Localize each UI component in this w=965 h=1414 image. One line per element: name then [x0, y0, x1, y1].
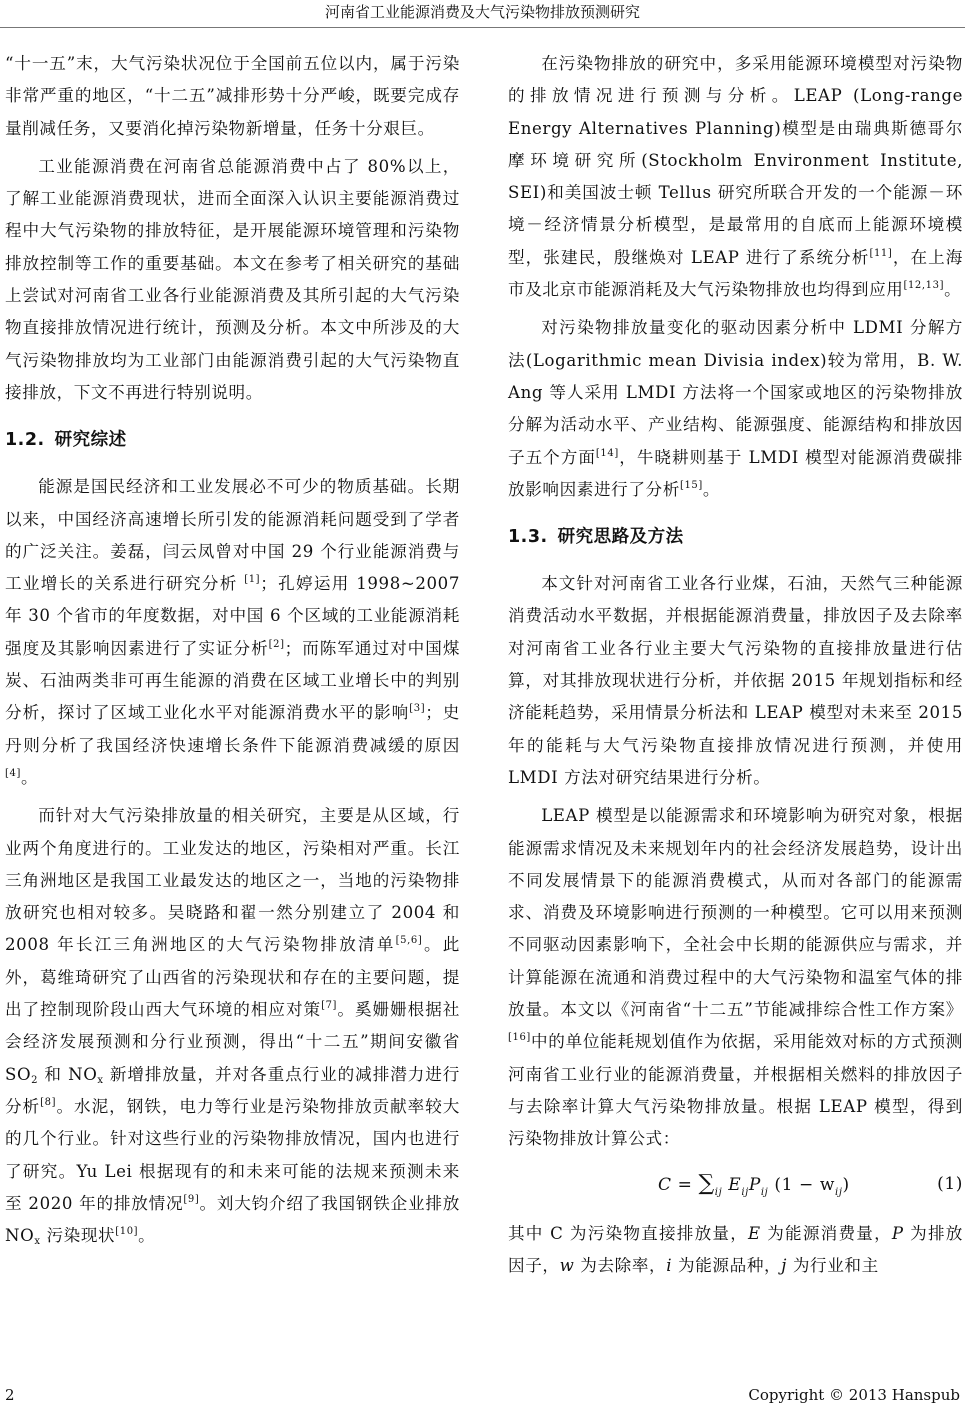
text-run: 其中 C 为污染物直接排放量， — [508, 1223, 749, 1243]
paragraph — [508, 800, 963, 1155]
citation[interactable]: [1] — [244, 574, 261, 586]
summation-symbol: ∑ — [698, 1170, 715, 1196]
citation[interactable]: [16] — [508, 1032, 531, 1044]
text-run: 。 — [138, 1226, 156, 1246]
eq-symbol: P — [748, 1174, 761, 1195]
paragraph: 本文针对河南省工业各行业煤，石油，天然气三种能源消费活动水平数据，并根据能源消费量，排放因子及去除率对河南省工业各行业主要大气污染物的直接排放量进行估算，对其排放现状进行分析，并依据 2015 年规划指标和经济能耗趋势，采用情景分析法和 LEAP 模型对未来至 2015 年的能耗与大气污染物直接排放情况进行预测，并使用 LMDI 方法对研究结果进行分析。 — [508, 574, 963, 787]
citation[interactable]: [10] — [115, 1226, 139, 1238]
text-run: 能源是国民经济和工业发展必不可少的物质基础。长期以来，中国经济高速增长所引发的能源消耗问题受到了学者的广泛关注。姜磊，闫云凤曾对中国 29 个行业能源消费与工业增长的关系进行研究分析 — [5, 477, 460, 594]
math-var: i — [666, 1255, 673, 1275]
citation[interactable]: [7] — [321, 1000, 338, 1012]
eq-paren-term: (1 − w — [774, 1174, 836, 1195]
eq-subscript: ij — [760, 1186, 769, 1198]
text-run: 为行业和主 — [786, 1255, 879, 1275]
journal-title: 河南省工业能源消费及大气污染物排放预测研究 — [324, 3, 640, 21]
paragraph: 工业能源消费在河南省总能源消费中占了 80%以上，了解工业能源消费现状，进而全面深入认识主要能源消费过程中大气污染物的排放特征，是开展能源环境管理和污染物排放控制等工作的重要基础。本文在参考了相关研究的基础上尝试对河南省工业各行业能源消费及其所引起的大气污染物直接排放情况进行统计，预测及分析。本文中所涉及的大气污染物排放均为工业部门由能源消费引起的大气污染物直接排放，下文不再进行特别说明。 — [5, 156, 460, 402]
text-run: ，在上海市及北京市能源消耗及大气污染物排放也均得到应用 — [508, 247, 963, 300]
page-number: 2 — [5, 1386, 15, 1404]
citation[interactable]: [8] — [40, 1096, 57, 1108]
text-run: 为能源品种， — [672, 1255, 782, 1275]
text-run: ；史丹则分析了我国经济快速增长条件下能源消费减缓的原因 — [5, 703, 460, 755]
math-var: P — [891, 1223, 904, 1243]
text-run: ；孔婷运用 1998~2007 年 30 个省市的年度数据，对中国 6 个区域的工业能源消耗强度及其影响因素进行了实证分析 — [5, 574, 460, 658]
text-run: 对污染物排放量变化的驱动因素分析中 LDMI 分解方法(Logarithmic mean Divisia index)较为常用，B. W. Ang 等人采用 LMDI 方法将一个国家或地区的污染物排放分解为活动水平、产业结构、能源强度、能源结构和排放因子五个方面 — [508, 318, 963, 467]
text-run: 。 — [702, 479, 721, 499]
paragraph — [5, 800, 460, 1252]
eq-symbol: E — [728, 1174, 742, 1195]
text-run: 。此外，葛维琦研究了山西省的污染现状和存在的主要问题，提出了控制现阶段山西大气环境的相应对策 — [5, 935, 460, 1020]
citation[interactable]: [12,13] — [903, 280, 945, 292]
text-run: 为去除率， — [574, 1255, 667, 1275]
equation-formula — [658, 1168, 850, 1209]
text-run: ；而陈军通过对中国煤炭、石油两类非可再生能源的消费在区域工业增长中的判别分析，探讨了区域工业化水平对能源消费水平的影响 — [5, 638, 461, 723]
paragraph: “十一五”末，大气污染状况位于全国前五位以内，属于污染非常严重的地区，“十二五”减排形势十分严峻，既要完成存量削减任务，又要消化掉污染物新增量，任务十分艰巨。 — [5, 54, 460, 138]
citation[interactable]: [11] — [869, 247, 893, 259]
section-number: 1.2. — [5, 430, 45, 451]
citation[interactable]: [3] — [409, 703, 426, 715]
math-var: j — [781, 1255, 787, 1275]
text-run: 新增排放量，并对各重点行业的减排潜力进行分析 — [5, 1064, 460, 1116]
right-column — [508, 48, 963, 1282]
section-heading-1-2 — [5, 425, 460, 455]
citation[interactable]: [9] — [183, 1193, 200, 1205]
section-title: 研究思路及方法 — [557, 527, 684, 548]
citation[interactable]: [14] — [595, 447, 619, 459]
header-rule — [0, 27, 965, 28]
eq-symbol: C — [658, 1174, 672, 1195]
text-run: 而针对大气污染排放量的相关研究，主要是从区域，行业两个角度进行的。工业发达的地区，污染相对严重。长江三角洲地区是我国工业最发达的地区之一，当地的污染物排放研究也相对较多。吴晓路和翟一然分别建立了 2004 和 2008 年长江三角洲地区的大气污染物排放清单 — [5, 806, 460, 955]
eq-close-paren: ) — [842, 1174, 850, 1195]
paragraph — [508, 1218, 963, 1283]
running-header — [0, 0, 965, 28]
text-run: 污染现状 — [40, 1226, 116, 1246]
text-run: 为能源消费量， — [760, 1223, 892, 1243]
text-run: LEAP 模型是以能源需求和环境影响为研究对象，根据能源需求情况及未来规划年内的社会经济发展趋势，设计出不同发展情景下的能源消费模式，从而对各部门的能源需求、消费及环境影响进行预测的一种模型。它可以用来预测不同驱动因素影响下，全社会中长期的能源供应与需求，并计算能源在流通和消费过程中的大气污染物和温室气体的排放量。本文以《河南省“十二五”节能减排综合性工作方案》 — [508, 806, 963, 1020]
text-run: 为排放因子， — [508, 1223, 963, 1275]
math-var: w — [559, 1255, 575, 1275]
math-var: E — [748, 1223, 761, 1243]
subscript: x — [97, 1074, 104, 1086]
subscript: x — [34, 1236, 41, 1248]
copyright-notice: Copyright © 2013 Hanspub — [748, 1386, 960, 1404]
equation-1 — [508, 1160, 963, 1212]
section-number: 1.3. — [508, 527, 548, 548]
left-column — [5, 48, 460, 1252]
text-run: 。奚姗姗根据社会经济发展预测和分行业预测，得出“十二五”期间安徽省 SO — [5, 1000, 460, 1084]
citation[interactable]: [4] — [5, 767, 21, 779]
eq-subscript: ij — [741, 1186, 749, 1198]
citation[interactable]: [5,6] — [395, 935, 423, 947]
text-run: ，牛晓耕则基于 LMDI 模型对能源消费碳排放影响因素进行了分析 — [508, 447, 963, 499]
text-run: 在污染物排放的研究中，多采用能源环境模型对污染物的排放情况进行预测与分析。LEAP (Long-range Energy Alternatives Planning)模型是由瑞典斯德哥尔摩环境研究所(Stockholm Environment Institute, SEI)和美国波士顿 Tellus 研究所联合开发的一个能源－环境－经济情景分析模型，是最常用的自底而上能源环境模型，张建民，殷继焕对 LEAP 进行了系统分析 — [508, 54, 963, 267]
eq-subscript: ij — [714, 1186, 723, 1198]
eq-equals: = — [671, 1174, 699, 1195]
text-run: 中的单位能耗规划值作为依据，采用能效对标的方式预测河南省工业行业的能源消费量，并根据相关燃料的排放因子与去除率计算大气污染物排放量。根据 LEAP 模型，得到污染物排放计算公式： — [508, 1032, 963, 1149]
citation[interactable]: [2] — [268, 638, 285, 650]
subscript: 2 — [31, 1074, 39, 1086]
citation[interactable]: [15] — [679, 479, 703, 491]
text-run: 和 NO — [38, 1064, 98, 1084]
text-run: 。 — [20, 767, 39, 787]
paragraph — [5, 471, 460, 794]
text-run: 。 — [944, 280, 962, 300]
paragraph — [508, 48, 963, 306]
section-heading-1-3 — [508, 522, 963, 552]
text-run: 。水泥，钢铁，电力等行业是污染物排放贡献率较大的几个行业。针对这些行业的污染物排放情况，国内也进行了研究。Yu Lei 根据现有的和未来可能的法规来预测未来至 2020 年的排放情况 — [5, 1096, 460, 1213]
equation-number: (1) — [937, 1173, 963, 1194]
paragraph — [508, 312, 963, 506]
text-run: 。刘大钧介绍了我国钢铁企业排放 NO — [5, 1193, 460, 1246]
section-title: 研究综述 — [54, 430, 127, 451]
eq-subscript: ij — [835, 1186, 843, 1198]
